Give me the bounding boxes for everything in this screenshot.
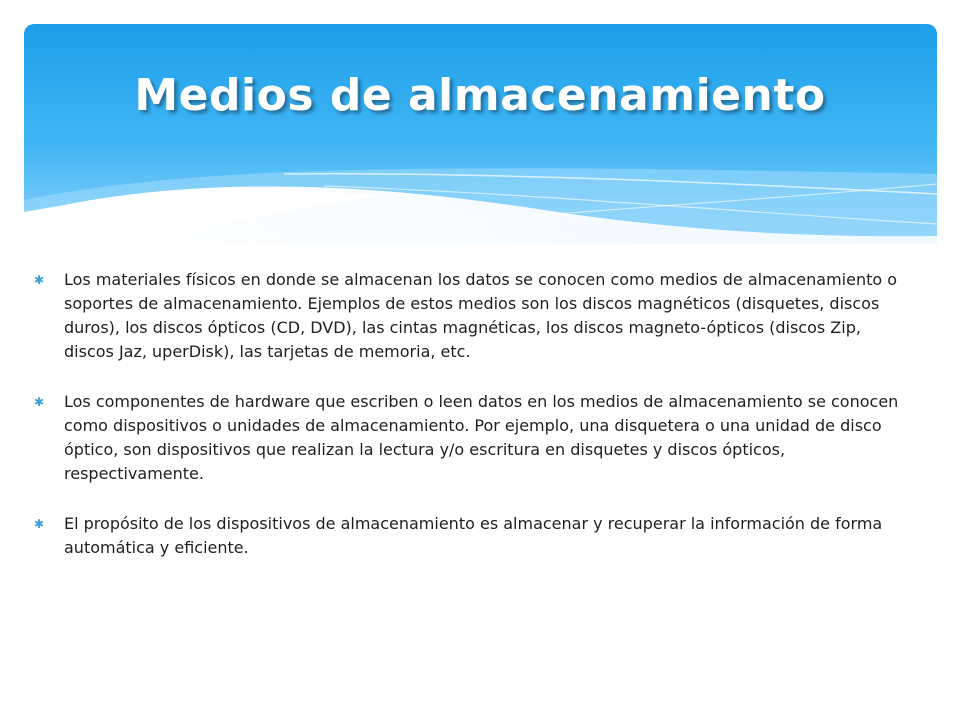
bullet-list bbox=[34, 268, 904, 586]
banner-wave-graphic bbox=[24, 24, 937, 244]
asterisk-icon: ✱ bbox=[34, 273, 45, 287]
list-item bbox=[34, 390, 904, 486]
asterisk-icon: ✱ bbox=[34, 395, 45, 409]
asterisk-icon: ✱ bbox=[34, 517, 45, 531]
header-banner bbox=[24, 24, 937, 244]
bullet-text: Los componentes de hardware que escriben o leen datos en los medios de almacenamiento se conocen como dispositivos o unidades de almacenamiento. Por ejemplo, una disquetera o una unidad de disco óptico, son dispositivos que realizan la lectura y/o escritura en disquetes y discos ópticos, respectivamente. bbox=[64, 392, 899, 483]
list-item bbox=[34, 512, 904, 560]
list-item bbox=[34, 268, 904, 364]
slide-title: Medios de almacenamiento bbox=[134, 70, 826, 121]
bullet-text: El propósito de los dispositivos de almacenamiento es almacenar y recuperar la información de forma automática y eficiente. bbox=[64, 514, 883, 557]
bullet-text: Los materiales físicos en donde se almacenan los datos se conocen como medios de almacenamiento o soportes de almacenamiento. Ejemplos de estos medios son los discos magnéticos (disquetes, discos duros), los discos ópticos (CD, DVD), las cintas magnéticas, los discos magneto-ópticos (discos Zip, discos Jaz, uperDisk), las tarjetas de memoria, etc. bbox=[64, 270, 898, 361]
